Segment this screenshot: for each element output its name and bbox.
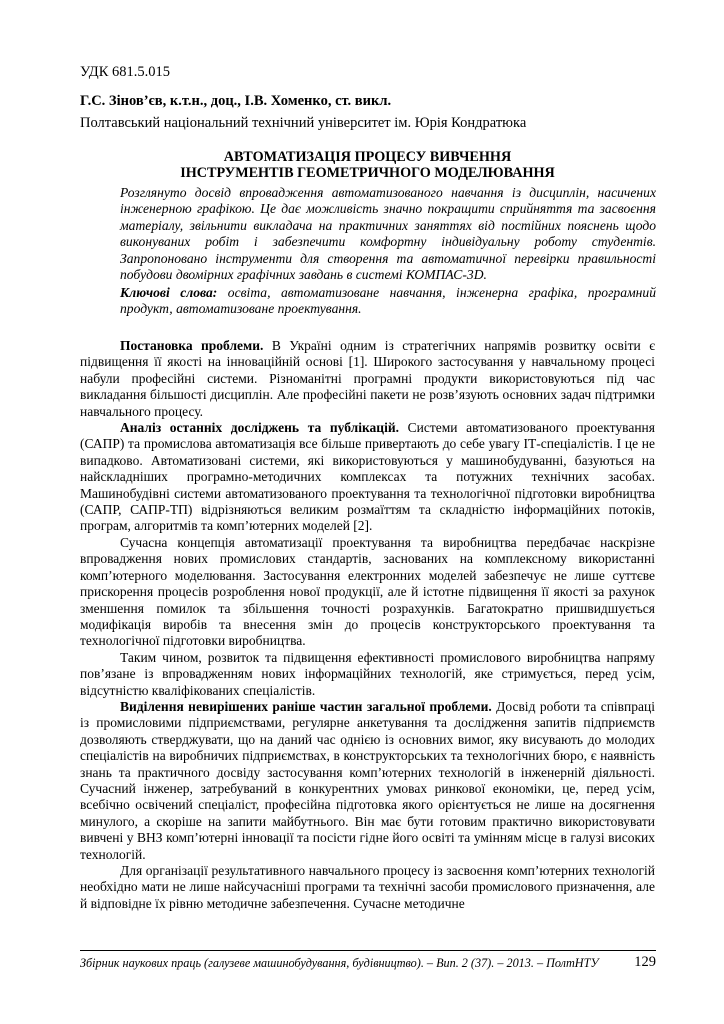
paragraph-heading: Виділення невирішених раніше частин загальної проблеми.	[120, 698, 492, 714]
paragraph-literature-review: Аналіз останніх досліджень та публікацій. Системи автоматизованого проектування (САПР) та промислова автоматизація все більше привертають до себе увагу ІТ-спеціалістів. І це не випадково. Автоматизовані системи, які використовуються у машинобудуванні, базуються на найскладніших програмно-методичних комплексах та потужних технічних засобах. Машинобудівні системи автоматизованого проектування та технологічної підготовки виробництва (САПР, САПР-ТП) відрізняються великим розмаїттям та складністю інформаційних потоків, програм, алгоритмів та комп’ютерних моделей [2].	[80, 420, 655, 534]
paragraph-heading: Постановка проблеми.	[120, 338, 264, 353]
page-number: 129	[634, 954, 656, 970]
udk-code: УДК 681.5.015	[80, 64, 170, 80]
title-line-2: ІНСТРУМЕНТІВ ГЕОМЕТРИЧНОГО МОДЕЛЮВАННЯ	[180, 165, 555, 181]
journal-citation: Збірник наукових праць (галузеве машинобудування, будівництво). – Вип. 2 (37). – 2013. – ПолтНТУ	[80, 956, 599, 970]
affiliation: Полтавський національний технічний університет ім. Юрія Кондратюка	[80, 115, 527, 131]
paragraph-heading: Аналіз останніх досліджень та публікацій.	[120, 420, 399, 436]
authors: Г.С. Зінов’єв, к.т.н., доц., І.В. Хоменко, ст. викл.	[80, 93, 392, 109]
paper-title	[80, 149, 655, 181]
paragraph-concept: Сучасна концепція автоматизації проектування та виробництва передбачає наскрізне впровадження нових промислових стандартів, заснованих на комплексному використанні комп’ютерного моделювання. Застосування електронних моделей забезпечує не лише суттєве прискорення процесів розроблення нової продукції, але й істотне підвищення її якості за рахунок зменшення помилок та збільшення точності розрахунків. Багатократно пришвидшується модифікація виробів та внесення змін до процесів конструкторського проектування та технологічної підготовки виробництва.	[80, 534, 655, 649]
paragraph-unsolved-problems: Виділення невирішених раніше частин загальної проблеми. Досвід роботи та співпраці із промисловими підприємствами, регулярне анкетування та дослідження запитів підприємств дозволяють стверджувати, що на даний час однією із основних вимог, яку висувають до молодих спеціалістів на виробничих підприємствах, в конструкторських та технологічних бюро, є наявність знань та практичного досвіду застосування комп’ютерних технологій в інженерній діяльності. Сучасний інженер, затребуваний в конкурентних умовах ринкової економіки, це, перед усім, всебічно освічений спеціаліст, професійна підготовка якого орієнтується не лише на досягнення минулого, а скоріше на запити майбутнього. Він має бути готовим практично використовувати вивчені у ВНЗ комп’ютерні інновації та посісти гідне його освіті та умінням місце в галузі високих технологій.	[80, 698, 655, 862]
keywords	[120, 285, 656, 318]
paragraph-problem-statement: Постановка проблеми. В Україні одним із стратегічних напрямів розвитку освіти є підвищення її якості на інноваційній основі [1]. Широкого застосування у навчальному процесі набули професійні системи. Різноманітні програмні продукти використовуються під час викладання більшості дисциплін. Але професійні пакети не розв’язують основних задач підтримки навчального процесу.	[80, 338, 655, 419]
abstract: Розглянуто досвід впровадження автоматизованого навчання із дисциплін, насичених інженерною графікою. Це дає можливість значно покращити сприйняття та засвоєння матеріалу, звільнити викладача на практичних заняттях від постійних пояснень щодо виконуваних робіт і забезпечити комфортну індивідуальну роботу студентів. Запропоновано інструменти для створення та автоматичної перевірки правильності побудови двомірних графічних завдань в системі КОМПАС-3D.	[120, 185, 656, 283]
keywords-label: Ключові слова:	[120, 285, 218, 300]
footer-divider	[80, 950, 656, 951]
title-line-1: АВТОМАТИЗАЦІЯ ПРОЦЕСУ ВИВЧЕННЯ	[223, 149, 512, 165]
paragraph-organization: Для організації результативного навчального процесу із засвоєння комп’ютерних технологій необхідно мати не лише найсучасніші програми та технічні засоби промислового призначення, але й відповідне їх рівню методичне забезпечення. Сучасне методичне	[80, 863, 655, 911]
body-text	[80, 338, 655, 912]
page-footer	[80, 955, 656, 973]
paragraph-development: Таким чином, розвиток та підвищення ефективності промислового виробництва напряму пов’язане із впровадженням нових інформаційних технологій, яке стримується, перед усім, відсутністю кваліфікованих спеціалістів.	[80, 649, 655, 698]
keywords-list: освіта, автоматизоване навчання, інженерна графіка, програмний продукт, автоматизоване проектування.	[120, 285, 657, 317]
